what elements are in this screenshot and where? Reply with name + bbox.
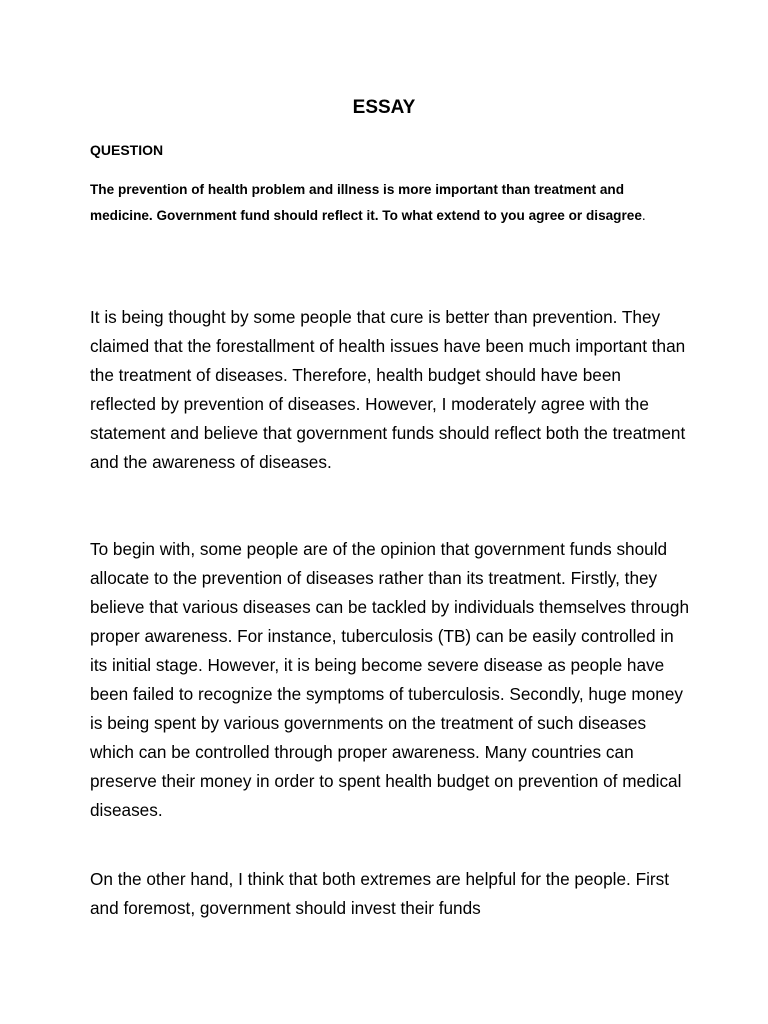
- question-body: The prevention of health problem and illness is more important than treatment and medicine. Government fund should reflect it. To what extend to you agree or disagree: [90, 182, 642, 223]
- question-trailing-period: .: [641, 208, 646, 223]
- essay-title: ESSAY: [352, 97, 416, 118]
- essay-paragraph-body-one: To begin with, some people are of the opinion that government funds should allocate to the prevention of diseases rather than its treatment. Firstly, they believe that various diseases can be tackled by individuals themselves through proper awareness. For instance, tuberculosis (TB) can be easily controlled in its initial stage. However, it is being become severe disease as people have been failed to recognize the symptoms of tuberculosis. Secondly, huge money is being spent by various governments on the treatment of such diseases which can be controlled through proper awareness. Many countries can preserve their money in order to spent health budget on prevention of medical diseases.: [90, 539, 690, 820]
- question-text: [90, 177, 680, 229]
- essay-paragraph-body-two: On the other hand, I think that both extremes are helpful for the people. First and foremost, government should invest their funds: [90, 869, 669, 918]
- essay-paragraph-introduction: It is being thought by some people that cure is better than prevention. They claimed that the forestallment of health issues have been much important than the treatment of diseases. Therefore, health budget should have been reflected by prevention of diseases. However, I moderately agree with the statement and believe that government funds should reflect both the treatment and the awareness of diseases.: [90, 307, 686, 472]
- question-label: QUESTION: [90, 142, 164, 158]
